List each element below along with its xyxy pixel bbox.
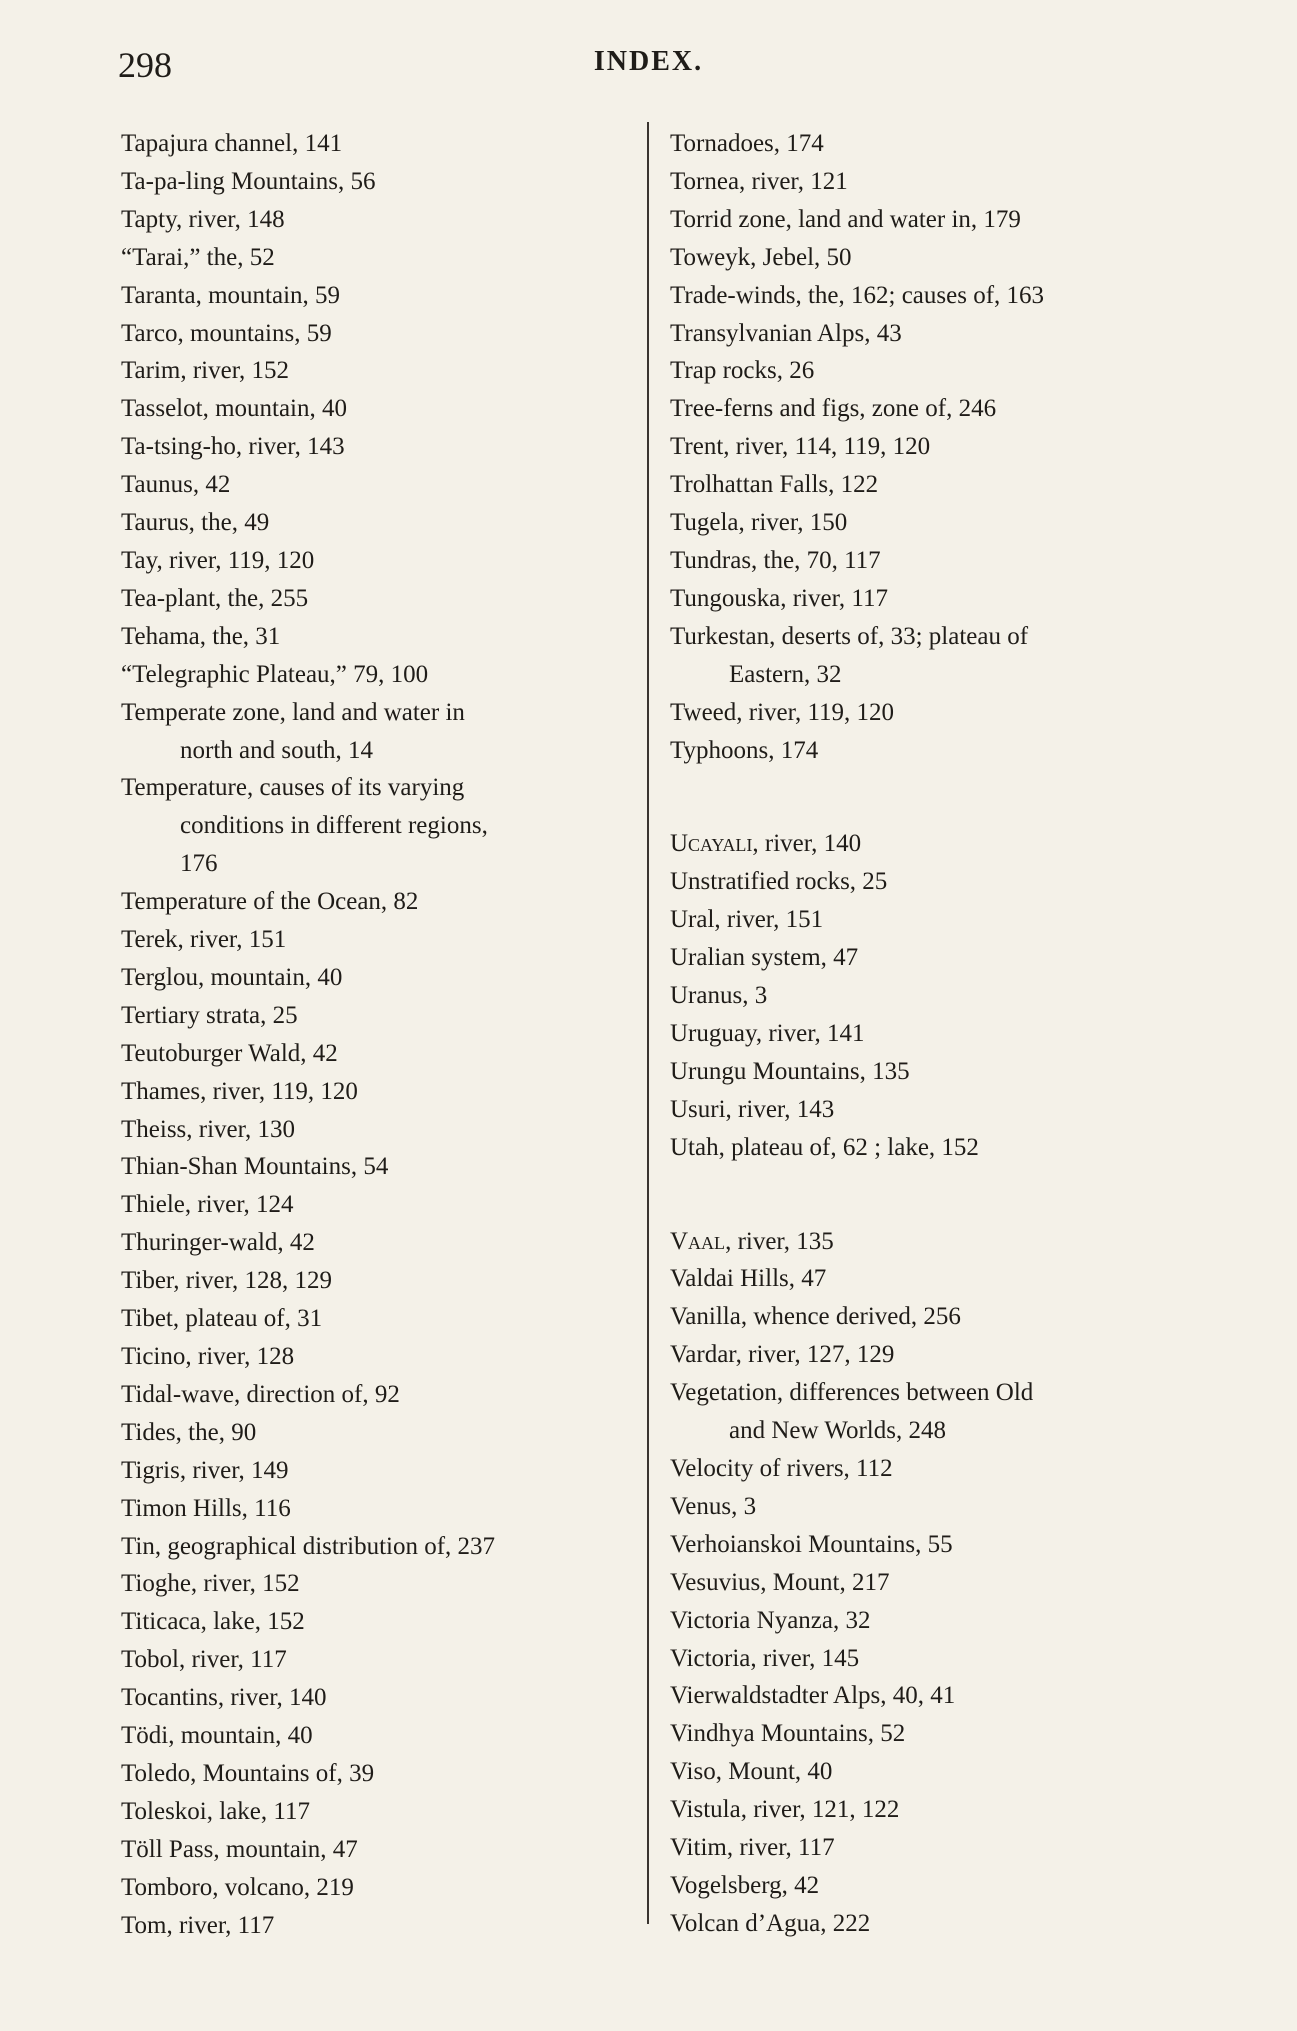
index-entry-text: Trade-winds, the, 162; causes of, 163 bbox=[670, 281, 1045, 309]
index-entry-text: Vardar, river, 127, 129 bbox=[670, 1341, 895, 1369]
index-entry bbox=[121, 1603, 636, 1641]
index-entry-text: Utah, plateau of, 62 ; lake, 152 bbox=[670, 1133, 979, 1161]
index-entry bbox=[670, 428, 1190, 466]
index-entry-text: Ticino, river, 128 bbox=[121, 1343, 295, 1370]
index-entry bbox=[670, 1791, 1190, 1829]
index-group-u bbox=[670, 825, 1190, 1166]
index-entry bbox=[670, 580, 1190, 618]
left-column bbox=[121, 125, 636, 1945]
index-entry-text: Tungouska, river, 117 bbox=[670, 584, 888, 612]
index-entry-text: Tocantins, river, 140 bbox=[121, 1684, 327, 1712]
index-entry-text: , river, 135 bbox=[725, 1227, 834, 1255]
index-entry-text: Tornea, river, 121 bbox=[670, 167, 848, 195]
index-entry-text: Venus, 3 bbox=[670, 1492, 757, 1520]
index-entry-text: Ural, river, 151 bbox=[670, 906, 824, 934]
index-entry bbox=[121, 1490, 636, 1528]
index-entry-text: Victoria Nyanza, 32 bbox=[670, 1606, 871, 1634]
index-entry bbox=[121, 656, 636, 694]
index-entry-text: Transylvanian Alps, 43 bbox=[670, 319, 902, 347]
index-entry bbox=[121, 1338, 636, 1376]
index-entry-text: Theiss, river, 130 bbox=[121, 1115, 295, 1143]
index-entry-text: Tay, river, 119, 120 bbox=[121, 546, 315, 574]
index-entry bbox=[121, 1528, 636, 1566]
index-entry-text: Vitim, river, 117 bbox=[670, 1834, 835, 1862]
page-title: INDEX. bbox=[593, 46, 704, 77]
index-entry bbox=[121, 1907, 636, 1945]
index-entry bbox=[121, 466, 636, 504]
index-entry-text: Temperature, causes of its varying bbox=[121, 774, 465, 802]
column-divider bbox=[647, 122, 649, 1924]
index-entry bbox=[121, 769, 636, 883]
index-entry-continuation: and New Worlds, 248 bbox=[729, 1417, 946, 1445]
index-entry-text: Tibet, plateau of, 31 bbox=[121, 1305, 323, 1333]
index-entry-text: Tea-plant, the, 255 bbox=[121, 584, 309, 612]
index-entry bbox=[670, 1015, 1190, 1053]
index-entry-lead: Vaal bbox=[670, 1227, 726, 1255]
index-entry-text: Uranus, 3 bbox=[670, 982, 768, 1010]
index-entry bbox=[121, 1414, 636, 1452]
index-entry bbox=[121, 1262, 636, 1300]
index-entry bbox=[670, 390, 1190, 428]
group-spacer bbox=[670, 1167, 1190, 1223]
index-entry-text: Tiber, river, 128, 129 bbox=[121, 1267, 332, 1295]
index-entry bbox=[670, 618, 1190, 694]
index-entry bbox=[670, 901, 1190, 939]
index-entry bbox=[670, 1526, 1190, 1564]
index-entry bbox=[670, 1223, 1190, 1261]
index-entry-text: Vierwaldstadter Alps, 40, 41 bbox=[670, 1682, 956, 1710]
index-entry bbox=[670, 1602, 1190, 1640]
index-entry-lead: Ucayali bbox=[670, 830, 753, 858]
index-entry-text: Tapty, river, 148 bbox=[121, 205, 285, 233]
index-entry bbox=[670, 1829, 1190, 1867]
index-entry bbox=[121, 1300, 636, 1338]
index-entry bbox=[670, 1488, 1190, 1526]
index-entry-text: Trolhattan Falls, 122 bbox=[670, 471, 879, 499]
index-entry-text: Ta-pa-ling Mountains, 56 bbox=[121, 167, 376, 195]
index-entry-text: Thuringer-wald, 42 bbox=[121, 1229, 315, 1257]
index-entry bbox=[670, 825, 1190, 863]
index-entry-text: Tornadoes, 174 bbox=[670, 130, 824, 157]
index-entry bbox=[670, 1374, 1190, 1450]
index-entry bbox=[670, 1753, 1190, 1791]
index-entry bbox=[121, 239, 636, 277]
index-entry-text: Tödi, mountain, 40 bbox=[121, 1722, 313, 1750]
index-entry-text: Tioghe, river, 152 bbox=[121, 1570, 300, 1598]
index-entry bbox=[670, 977, 1190, 1015]
index-entry bbox=[670, 1336, 1190, 1374]
index-entry-text: Uralian system, 47 bbox=[670, 944, 859, 972]
index-entry bbox=[121, 390, 636, 428]
index-entry bbox=[121, 1869, 636, 1907]
index-entry bbox=[670, 694, 1190, 732]
index-entry bbox=[121, 428, 636, 466]
index-entry-text: Terglou, mountain, 40 bbox=[121, 963, 343, 991]
index-entry-text: Terek, river, 151 bbox=[121, 926, 287, 954]
index-entry bbox=[121, 1793, 636, 1831]
index-entry bbox=[670, 1867, 1190, 1905]
index-entry-text: Thian-Shan Mountains, 54 bbox=[121, 1153, 389, 1181]
index-entry-text: Taunus, 42 bbox=[121, 471, 231, 499]
index-entry bbox=[121, 997, 636, 1035]
index-entry-text: Toweyk, Jebel, 50 bbox=[670, 243, 852, 271]
index-entry bbox=[670, 1564, 1190, 1602]
index-entry-text: Tarim, river, 152 bbox=[121, 357, 290, 385]
index-entry bbox=[121, 1641, 636, 1679]
index-entry-text: Tom, river, 117 bbox=[121, 1911, 275, 1939]
index-entry-text: Trap rocks, 26 bbox=[670, 357, 815, 385]
index-entry-text: Turkestan, deserts of, 33; plateau of bbox=[670, 622, 1029, 650]
index-entry bbox=[121, 1452, 636, 1490]
index-entry bbox=[121, 504, 636, 542]
index-entry bbox=[121, 1035, 636, 1073]
index-entry bbox=[121, 883, 636, 921]
index-entry-text: Vindhya Mountains, 52 bbox=[670, 1720, 906, 1748]
index-entry-continuation: north and south, 14 bbox=[180, 736, 374, 764]
index-entry-text: Tidal-wave, direction of, 92 bbox=[121, 1380, 400, 1408]
index-entry bbox=[670, 315, 1190, 353]
index-entry bbox=[670, 939, 1190, 977]
index-entry bbox=[670, 125, 1190, 163]
index-entry bbox=[670, 542, 1190, 580]
index-entry-text: Verhoianskoi Mountains, 55 bbox=[670, 1530, 953, 1558]
index-entry-text: Velocity of rivers, 112 bbox=[670, 1455, 893, 1482]
index-entry bbox=[670, 863, 1190, 901]
index-entry bbox=[121, 1755, 636, 1793]
index-entry bbox=[121, 1831, 636, 1869]
index-entry bbox=[121, 959, 636, 997]
index-entry-text: Vesuvius, Mount, 217 bbox=[670, 1568, 890, 1596]
index-entry-text: Temperate zone, land and water in bbox=[121, 698, 465, 726]
index-entry bbox=[121, 1565, 636, 1603]
index-entry bbox=[121, 1186, 636, 1224]
index-entry-text: Timon Hills, 116 bbox=[121, 1494, 291, 1522]
index-entry-text: Teutoburger Wald, 42 bbox=[121, 1039, 338, 1067]
index-entry bbox=[121, 694, 636, 770]
index-entry-text: Typhoons, 174 bbox=[670, 736, 819, 764]
index-group-v bbox=[670, 1223, 1190, 1943]
index-entry bbox=[121, 1376, 636, 1414]
index-entry-text: Tweed, river, 119, 120 bbox=[670, 698, 895, 726]
index-entry bbox=[670, 1129, 1190, 1167]
index-entry bbox=[121, 315, 636, 353]
index-entry-text: Viso, Mount, 40 bbox=[670, 1758, 833, 1786]
index-entry bbox=[670, 466, 1190, 504]
index-entry-text: Tobol, river, 117 bbox=[121, 1646, 287, 1674]
index-entry bbox=[121, 1717, 636, 1755]
group-spacer bbox=[670, 769, 1190, 825]
index-entry bbox=[670, 1053, 1190, 1091]
index-entry-text: Usuri, river, 143 bbox=[670, 1095, 835, 1123]
index-entry bbox=[670, 1677, 1190, 1715]
index-entry-text: Victoria, river, 145 bbox=[670, 1644, 860, 1672]
index-entry-text: Urungu Mountains, 135 bbox=[670, 1057, 910, 1085]
index-entry bbox=[670, 1091, 1190, 1129]
index-entry-text: Volcan d’Agua, 222 bbox=[670, 1909, 871, 1937]
index-entry-text: Tigris, river, 149 bbox=[121, 1456, 289, 1484]
index-entry-text: Tertiary strata, 25 bbox=[121, 1001, 298, 1029]
index-entry bbox=[670, 732, 1190, 770]
index-entry-text: Töll Pass, mountain, 47 bbox=[121, 1835, 358, 1863]
index-entry-text: Thames, river, 119, 120 bbox=[121, 1077, 358, 1105]
index-entry bbox=[121, 921, 636, 959]
index-entry-text: Tomboro, volcano, 219 bbox=[121, 1873, 354, 1901]
index-entry-continuation: 176 bbox=[180, 850, 218, 878]
index-entry-text: Temperature of the Ocean, 82 bbox=[121, 888, 419, 916]
index-entry-text: Vogelsberg, 42 bbox=[670, 1871, 820, 1899]
index-entry-continuation: Eastern, 32 bbox=[729, 660, 842, 688]
index-entry bbox=[121, 1679, 636, 1717]
index-entry-text: Vistula, river, 121, 122 bbox=[670, 1796, 900, 1824]
index-entry-text: Tides, the, 90 bbox=[121, 1418, 257, 1446]
index-entry-text: Tree-ferns and figs, zone of, 246 bbox=[670, 395, 997, 423]
index-group-t bbox=[670, 125, 1190, 769]
index-entry-text: , river, 140 bbox=[752, 830, 862, 858]
index-entry-text: Torrid zone, land and water in, 179 bbox=[670, 205, 1021, 233]
index-entry-text: Toledo, Mountains of, 39 bbox=[121, 1759, 375, 1787]
index-entry-text: Tapajura channel, 141 bbox=[121, 130, 343, 157]
index-entry-text: Tarco, mountains, 59 bbox=[121, 319, 332, 347]
index-entry bbox=[121, 277, 636, 315]
index-entry bbox=[670, 1905, 1190, 1943]
index-entry bbox=[121, 1148, 636, 1186]
index-entry-text: Tin, geographical distribution of, 237 bbox=[121, 1532, 496, 1560]
index-entry-text: Valdai Hills, 47 bbox=[670, 1265, 827, 1293]
index-entry bbox=[670, 277, 1190, 315]
index-entry-text: Titicaca, lake, 152 bbox=[121, 1608, 305, 1636]
index-entry-text: Taranta, mountain, 59 bbox=[121, 281, 341, 309]
index-entry bbox=[670, 201, 1190, 239]
index-entry-text: “Tarai,” the, 52 bbox=[121, 243, 275, 271]
page-number: 298 bbox=[118, 45, 172, 85]
index-entry-text: Vanilla, whence derived, 256 bbox=[670, 1303, 961, 1331]
index-entry bbox=[121, 201, 636, 239]
index-entry-text: Uruguay, river, 141 bbox=[670, 1019, 865, 1047]
index-entry-text: Ta-tsing-ho, river, 143 bbox=[121, 433, 345, 461]
index-entry bbox=[670, 352, 1190, 390]
index-entry bbox=[670, 239, 1190, 277]
index-entry bbox=[121, 1073, 636, 1111]
index-entry bbox=[121, 618, 636, 656]
index-entry bbox=[670, 1450, 1190, 1488]
index-entry-text: Thiele, river, 124 bbox=[121, 1191, 294, 1219]
index-entry-text: Toleskoi, lake, 117 bbox=[121, 1797, 310, 1825]
index-entry bbox=[670, 1640, 1190, 1678]
index-entry bbox=[121, 125, 636, 163]
index-entry-text: Tasselot, mountain, 40 bbox=[121, 395, 348, 423]
index-entry bbox=[670, 1715, 1190, 1753]
index-entry bbox=[121, 352, 636, 390]
index-entry-text: Tehama, the, 31 bbox=[121, 622, 281, 650]
index-entry bbox=[670, 1260, 1190, 1298]
index-entry bbox=[670, 1298, 1190, 1336]
index-entry bbox=[121, 1111, 636, 1149]
index-entry bbox=[121, 1224, 636, 1262]
index-entry-text: Trent, river, 114, 119, 120 bbox=[670, 433, 931, 461]
index-entry bbox=[670, 504, 1190, 542]
index-entry-text: Taurus, the, 49 bbox=[121, 509, 270, 537]
index-entry-text: Tugela, river, 150 bbox=[670, 509, 848, 537]
index-entry bbox=[121, 542, 636, 580]
index-entry bbox=[121, 163, 636, 201]
index-entry-text: Unstratified rocks, 25 bbox=[670, 868, 888, 896]
index-entry-text: Tundras, the, 70, 117 bbox=[670, 546, 881, 574]
index-entry-text: “Telegraphic Plateau,” 79, 100 bbox=[121, 660, 429, 688]
right-column bbox=[670, 125, 1190, 1943]
index-entry bbox=[670, 163, 1190, 201]
index-entry-continuation: conditions in different regions, bbox=[180, 812, 488, 840]
index-entry-text: Vegetation, differences between Old bbox=[670, 1379, 1034, 1407]
index-entry bbox=[121, 580, 636, 618]
